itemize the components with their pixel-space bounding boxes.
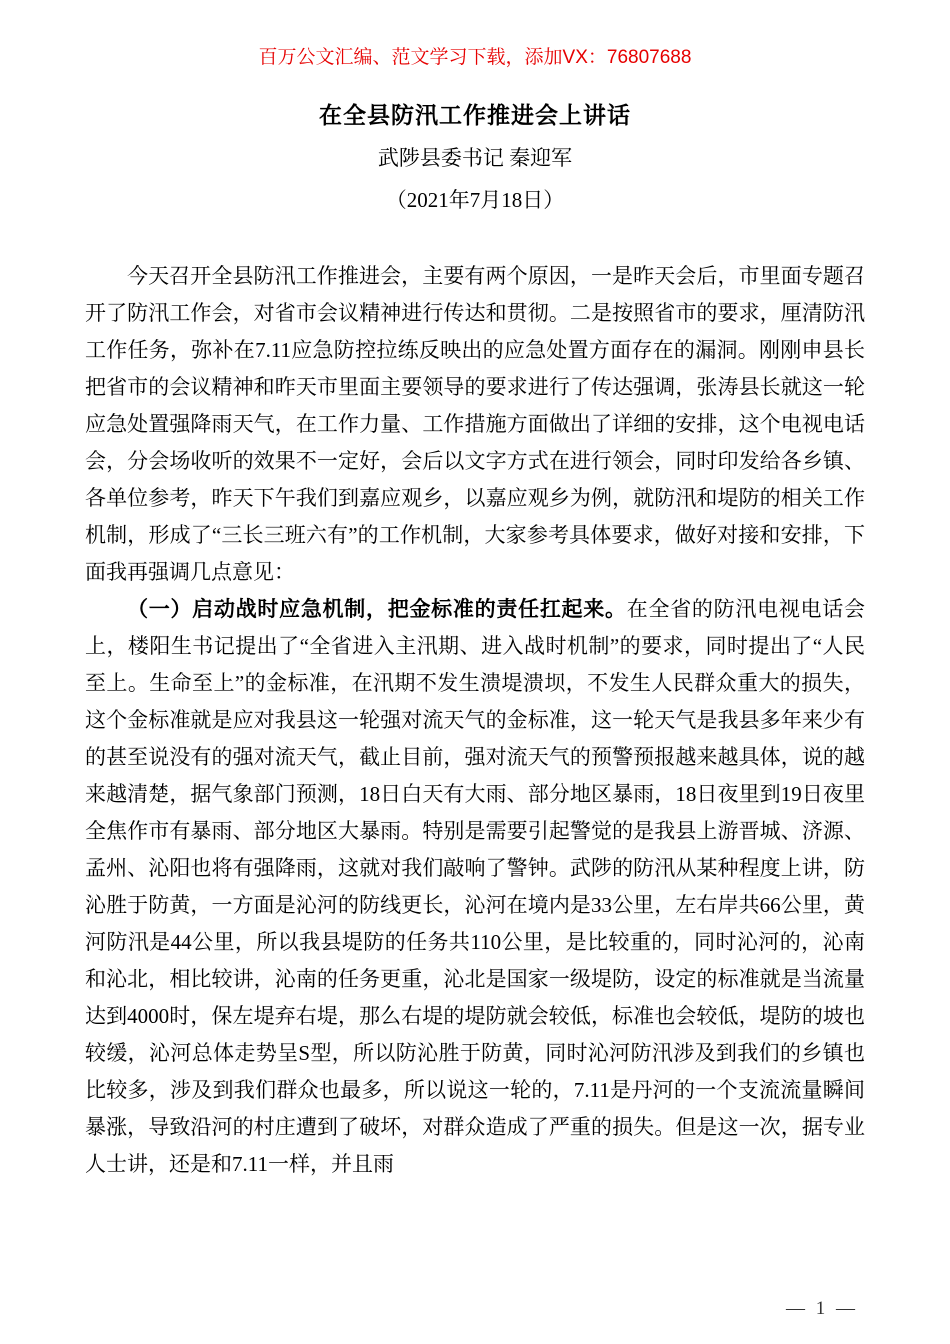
- document-author: 武陟县委书记 秦迎军: [377, 146, 573, 170]
- document-date: （2021年7月18日）: [385, 188, 565, 212]
- page-number: — 1 —: [786, 1298, 858, 1319]
- paragraph-text: 在全省的防汛电视电话会上，楼阳生书记提出了“全省进入主汛期、进入战时机制”的要求，同时提出了“人民至上。生命至上”的金标准，在汛期不发生溃堤溃坝，不发生人民群众重大的损失，这个金标准就是应对我县这一轮强对流天气的金标准，这一轮天气是我县多年来少有的甚至说没有的强对流天气，截止目前，强对流天气的预警预报越来越具体，说的越来越清楚，据气象部门预测，18日白天有大雨、部分地区暴雨，18日夜里到19日夜里全焦作市有暴雨、部分地区大暴雨。特别是需要引起警觉的是我县上游晋城、济源、孟州、沁阳也将有强降雨，这就对我们敲响了警钟。武陟的防汛从某种程度上讲，防沁胜于防黄，一方面是沁河的防线更长，沁河在境内是33公里，左右岸共66公里，黄河防汛是44公里，所以我县堤防的任务共110公里，是比较重的，同时沁河的，沁南和沁北，相比较讲，沁南的任务更重，沁北是国家一级堤防，设定的标准就是当流量达到4000时，保左堤弃右堤，那么右堤的堤防就会较低，标准也会较低，堤防的坡也较缓，沁河总体走势呈S型，所以防沁胜于防黄，同时沁河防汛涉及到我们的乡镇也比较多，涉及到我们群众也最多，所以说这一轮的，7.11是丹河的一个支流流量瞬间暴涨，导致沿河的村庄遭到了破坏，对群众造成了严重的损失。但是这一次，据专业人士讲，还是和7.11一样，并且雨: [85, 597, 866, 1176]
- paragraph-text: 今天召开全县防汛工作推进会，主要有两个原因，一是昨天会后，市里面专题召开了防汛工作会，对省市会议精神进行传达和贯彻。二是按照省市的要求，厘清防汛工作任务，弥补在7.11应急防控拉练反映出的应急处置方面存在的漏洞。刚刚申县长把省市的会议精神和昨天市里面主要领导的要求进行了传达强调，张涛县长就这一轮应急处置强降雨天气，在工作力量、工作措施方面做出了详细的安排，这个电视电话会，分会场收听的效果不一定好，会后以文字方式在进行领会，同时印发给各乡镇、各单位参考，昨天下午我们到嘉应观乡，以嘉应观乡为例，就防汛和堤防的相关工作机制，形成了“三长三班六有”的工作机制，大家参考具体要求，做好对接和安排，下面我再强调几点意见：: [85, 264, 865, 584]
- header-notice: 百万公文汇编、范文学习下载，添加VX：76807688: [258, 47, 692, 68]
- paragraph: [85, 258, 865, 591]
- paragraph: [85, 591, 865, 1183]
- document-title: 在全县防汛工作推进会上讲话: [319, 103, 631, 128]
- document-body: [85, 258, 865, 1183]
- paragraph-lead: （一）启动战时应急机制，把金标准的责任扛起来。: [127, 598, 627, 621]
